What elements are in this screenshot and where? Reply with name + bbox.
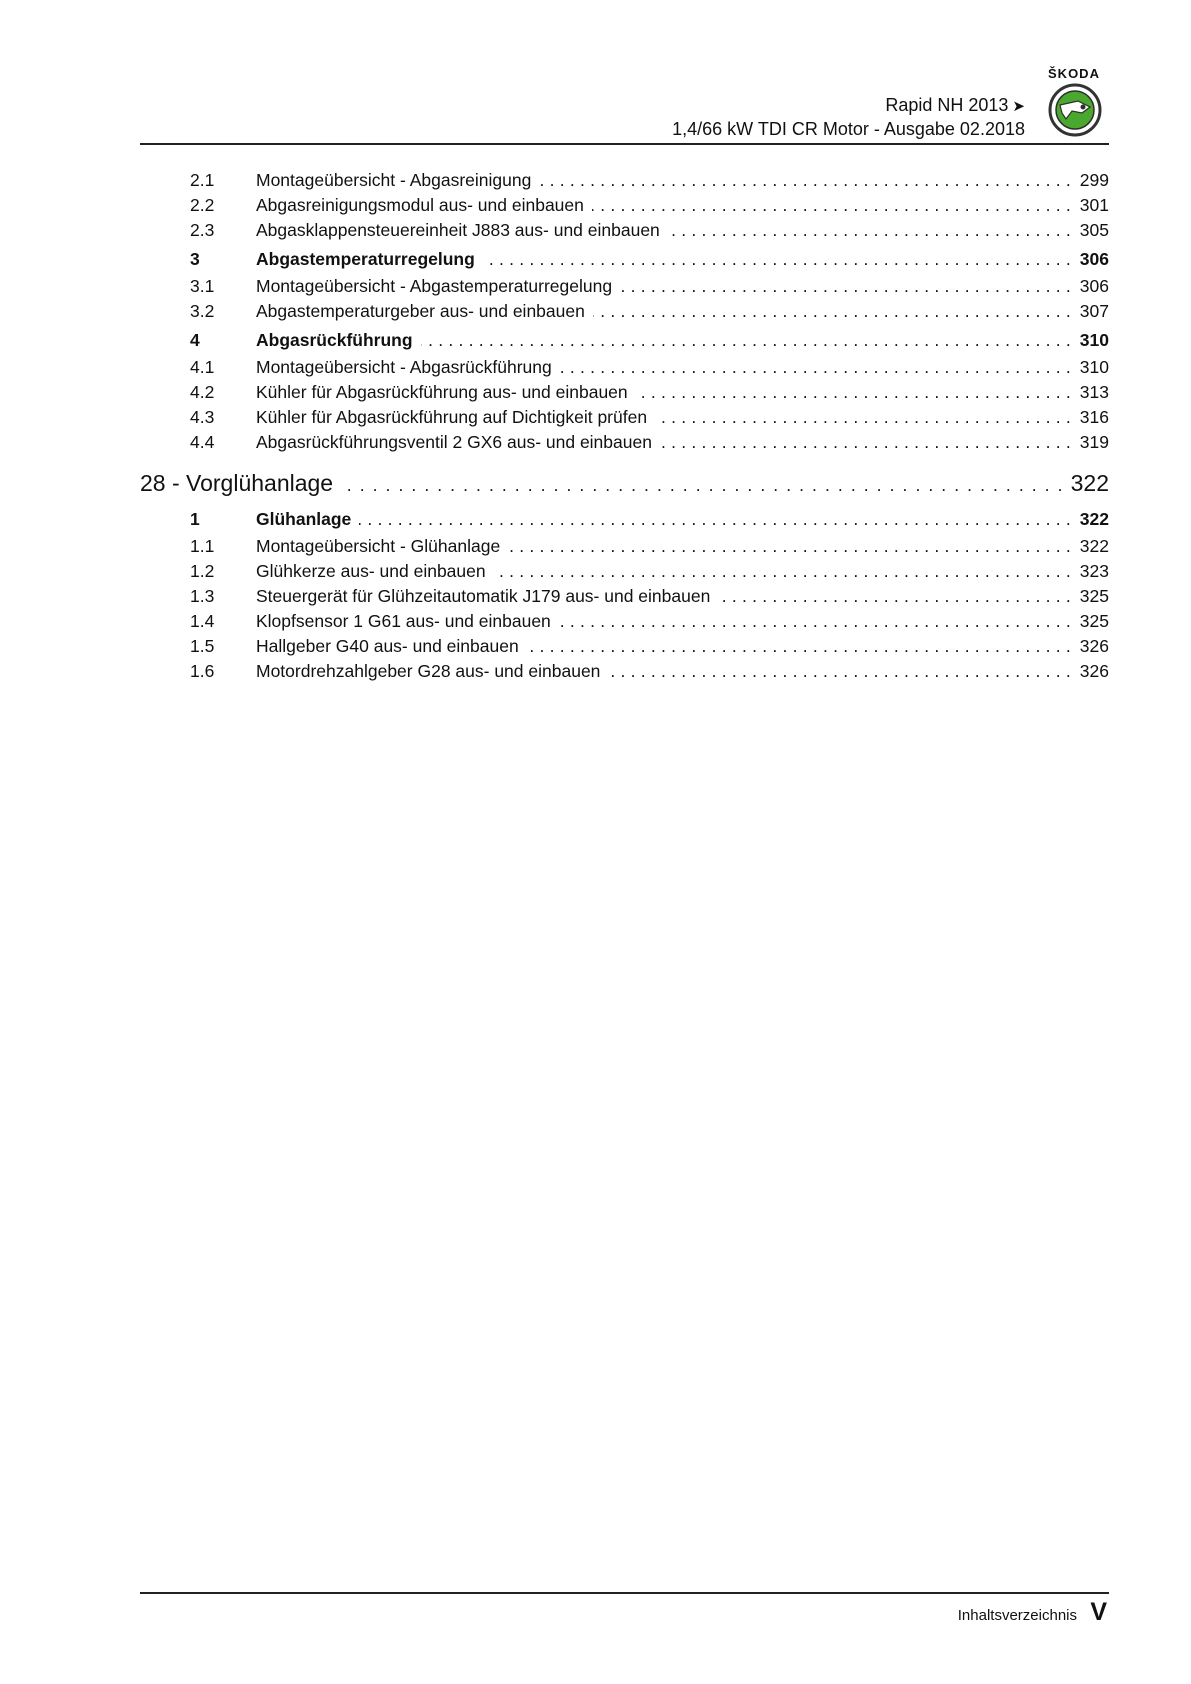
toc-entry[interactable] (140, 609, 1109, 634)
toc-entry-number: 1.6 (190, 661, 215, 681)
toc-entry-title-text: Abgastemperaturregelung (256, 249, 483, 269)
header-divider (140, 143, 1109, 145)
toc-entry-page: 307 (1074, 299, 1109, 324)
toc-entry[interactable] (140, 634, 1109, 659)
toc-entry-page: 306 (1074, 247, 1109, 272)
toc-entry-page: 322 (1074, 507, 1109, 532)
toc-entry-title-text: Glühanlage (256, 509, 359, 529)
toc-entry-title-text: 28 - Vorglühanlage (140, 470, 341, 496)
toc-entry-title (256, 274, 1109, 299)
footer-page-number: V (1090, 1598, 1107, 1626)
toc-entry-title-text: Abgasrückführungsventil 2 GX6 aus- und einbauen (256, 432, 660, 452)
toc-entry-number: 1.4 (190, 611, 215, 631)
header-text (672, 94, 1025, 140)
toc-chapter[interactable] (140, 467, 1109, 503)
footer-section-label: Inhaltsverzeichnis (957, 1607, 1077, 1624)
toc-entry-title-text: Kühler für Abgasrückführung aus- und einbauen (256, 382, 636, 402)
toc-entry-number: 1 (190, 509, 200, 529)
toc-entry-title (256, 299, 1109, 324)
toc-entry-number: 2.1 (190, 170, 215, 190)
toc-entry-title-text: Motordrehzahlgeber G28 aus- und einbauen (256, 661, 608, 681)
toc-entry-number: 4.3 (190, 407, 215, 427)
toc-entry-title (256, 355, 1109, 380)
toc-entry-title-text: Abgastemperaturgeber aus- und einbauen (256, 301, 593, 321)
page-header (140, 66, 1109, 146)
toc-section[interactable] (140, 247, 1109, 274)
toc-entry-title (256, 609, 1109, 634)
toc-entry-page: 325 (1074, 584, 1109, 609)
toc-entry-page: 299 (1074, 168, 1109, 193)
toc-entry-title (256, 380, 1109, 405)
toc-entry-title (256, 405, 1109, 430)
toc-entry[interactable] (140, 405, 1109, 430)
toc-entry-title (256, 534, 1109, 559)
toc-entry[interactable] (140, 559, 1109, 584)
toc-entry-title-text: Kühler für Abgasrückführung auf Dichtigkeit prüfen (256, 407, 655, 427)
toc-entry-page: 305 (1074, 218, 1109, 243)
toc-entry[interactable] (140, 659, 1109, 684)
toc-entry[interactable] (140, 193, 1109, 218)
toc-entry-page: 323 (1074, 559, 1109, 584)
toc-entry-title (256, 168, 1109, 193)
toc-entry-number: 1.5 (190, 636, 215, 656)
toc-entry-page: 310 (1074, 328, 1109, 353)
toc-entry-number: 4.4 (190, 432, 215, 452)
toc-entry-title-text: Klopfsensor 1 G61 aus- und einbauen (256, 611, 559, 631)
toc-entry[interactable] (140, 299, 1109, 324)
toc-entry-number: 1.1 (190, 536, 215, 556)
toc-entry-title-text: Abgasrückführung (256, 330, 421, 350)
toc-entry[interactable] (140, 355, 1109, 380)
toc-entry[interactable] (140, 218, 1109, 243)
toc-entry-title-text: Montageübersicht - Abgastemperaturregelung (256, 276, 620, 296)
toc-entry-title (256, 634, 1109, 659)
toc-entry-number: 4.2 (190, 382, 215, 402)
toc-entry-title-text: Hallgeber G40 aus- und einbauen (256, 636, 527, 656)
toc-entry-page: 325 (1074, 609, 1109, 634)
toc-entry-number: 3.2 (190, 301, 215, 321)
toc-entry-page: 301 (1074, 193, 1109, 218)
toc-entry-title-text: Montageübersicht - Glühanlage (256, 536, 508, 556)
toc-entry-number: 1.3 (190, 586, 215, 606)
toc-entry-title (256, 430, 1109, 455)
logo-wordmark: ŠKODA (1048, 66, 1100, 81)
toc-entry-number: 3 (190, 249, 200, 269)
toc-entry-page: 326 (1074, 634, 1109, 659)
footer-divider (140, 1592, 1109, 1594)
toc-entry[interactable] (140, 534, 1109, 559)
toc-entry-page: 326 (1074, 659, 1109, 684)
toc-entry-page: 316 (1074, 405, 1109, 430)
toc-entry-number: 2.2 (190, 195, 215, 215)
toc-entry-title (256, 584, 1109, 609)
arrow-right-icon: ➤ (1012, 98, 1025, 115)
header-model: Rapid NH 2013 ➤ (885, 95, 1025, 115)
toc-entry[interactable] (140, 274, 1109, 299)
toc-entry-title (256, 218, 1109, 243)
toc-entry-title-text: Abgasklappensteuereinheit J883 aus- und einbauen (256, 220, 668, 240)
toc-entry[interactable] (140, 430, 1109, 455)
toc-entry[interactable] (140, 380, 1109, 405)
toc-entry-page: 322 (1074, 534, 1109, 559)
toc-entry-number: 4.1 (190, 357, 215, 377)
table-of-contents (140, 168, 1109, 684)
toc-entry-number: 1.2 (190, 561, 215, 581)
header-engine: 1,4/66 kW TDI CR Motor - Ausgabe 02.2018 (672, 119, 1025, 139)
toc-entry-title-text: Montageübersicht - Abgasreinigung (256, 170, 539, 190)
toc-entry-title-text: Steuergerät für Glühzeitautomatik J179 aus- und einbauen (256, 586, 718, 606)
toc-entry-title (256, 559, 1109, 584)
toc-entry-title (256, 247, 1109, 272)
toc-entry-title (256, 507, 1109, 532)
toc-entry-title (256, 328, 1109, 353)
toc-entry-title (256, 659, 1109, 684)
toc-entry-number: 4 (190, 330, 200, 350)
toc-entry-title-text: Abgasreinigungsmodul aus- und einbauen (256, 195, 592, 215)
skoda-arrow-icon (1048, 83, 1102, 137)
toc-entry-title (140, 467, 1109, 499)
toc-entry-page: 319 (1074, 430, 1109, 455)
toc-entry-number: 3.1 (190, 276, 215, 296)
toc-entry[interactable] (140, 584, 1109, 609)
toc-entry-title-text: Montageübersicht - Abgasrückführung (256, 357, 560, 377)
toc-entry-page: 322 (1065, 467, 1109, 499)
toc-entry-page: 310 (1074, 355, 1109, 380)
toc-entry-number: 2.3 (190, 220, 215, 240)
toc-section[interactable] (140, 328, 1109, 355)
toc-section[interactable] (140, 507, 1109, 534)
toc-entry-page: 313 (1074, 380, 1109, 405)
toc-entry-title (256, 193, 1109, 218)
toc-entry-title-text: Glühkerze aus- und einbauen (256, 561, 494, 581)
toc-entry[interactable] (140, 168, 1109, 193)
skoda-logo (1039, 66, 1109, 142)
toc-entry-page: 306 (1074, 274, 1109, 299)
